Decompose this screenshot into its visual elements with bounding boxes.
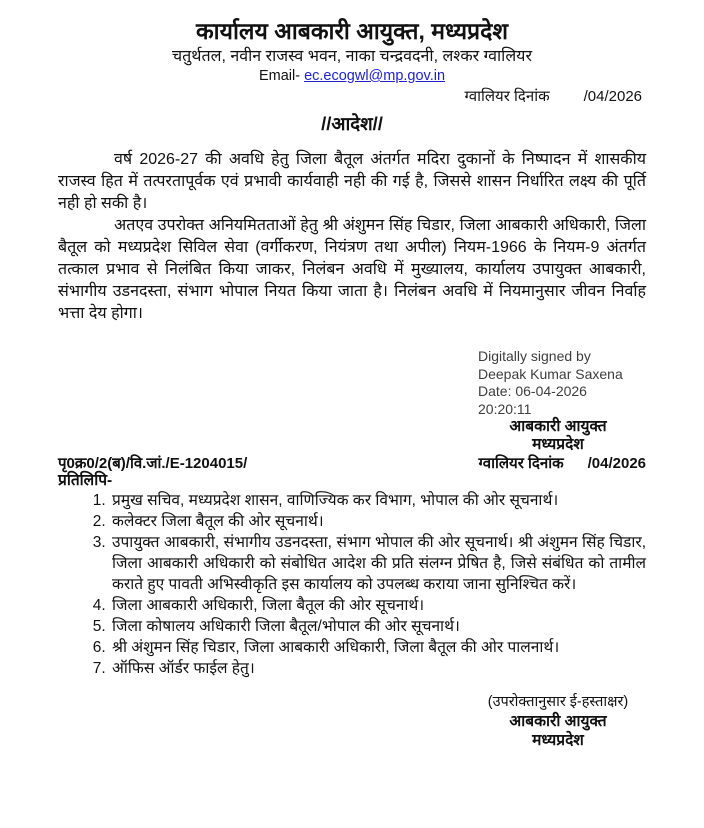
signatory-title: आबकारी आयुक्त [509,418,607,435]
digital-signature-stamp [478,348,646,418]
office-title: कार्यालय आबकारी आयुक्त, मध्यप्रदेश [195,18,508,44]
document-content [0,16,704,750]
reference-number: पृ0क्र0/2(ब)/वि.जां./E-1204015/ [58,455,248,472]
reference-date-place: ग्वालियर दिनांक [478,455,564,472]
copy-item-3: 3. उपायुक्त आबकारी, संभागीय उडनदस्ता, संभाग भोपाल की ओर सूचनार्थ। श्री अंशुमन सिंह चिडार, जिला आबकारी अधिकारी को संबोधित आदेश की प्रति संलग्न प्रेषित है, जिसे संबंधित को तामील कराते हुए पावती अभिस्वीकृति इस कार्यालय को उपलब्ध कराया जाना सुनिश्चित करें। [110,532,646,595]
copy-item-4: 4. जिला आबकारी अधिकारी, जिला बैतूल की ओर सूचनार्थ। [110,595,646,616]
issue-date-place: ग्वालियर दिनांक [464,88,550,105]
issue-dateline [58,88,646,105]
digital-signature-name: Deepak Kumar Saxena [478,365,623,382]
footer-designation-title: आबकारी आयुक्त [509,713,607,730]
signatory-state: मध्यप्रदेश [532,436,584,453]
footer-designation-state: मध्यप्रदेश [532,732,584,749]
issue-date-value: /04/2026 [583,88,642,105]
copy-item-1: 1. प्रमुख सचिव, मध्यप्रदेश शासन, वाणिज्यिक कर विभाग, भोपाल की ओर सूचनार्थ। [110,490,646,511]
copy-item-2: 2. कलेक्टर जिला बैतूल की ओर सूचनार्थ। [110,511,646,532]
order-heading: //आदेश// [321,113,383,134]
digital-signature-line: Digitally signed by [478,348,591,364]
footer-signature-block [453,693,663,750]
copy-to-label: प्रतिलिपि- [58,472,113,489]
copy-item-7: 7. ऑफिस ऑर्डर फाईल हेतु। [110,658,646,679]
order-paragraph-1: वर्ष 2026-27 की अवधि हेतु जिला बैतूल अंतर्गत मदिरा दुकानों के निष्पादन में शासकीय राजस्व हित में तत्परतापूर्वक एवं प्रभावी कार्यवाही नही की गई है, जिससे शासन निर्धारित लक्ष्य की पूर्ति नही हो सकी है। [58,151,646,212]
reference-dateline [479,455,646,472]
email-link[interactable]: ec.ecogwl@mp.gov.in [304,68,446,84]
signatory-designation [468,418,648,454]
reference-date-value: /04/2026 [587,455,646,472]
reference-row [58,455,646,472]
copy-item-5: 5. जिला कोषालय अधिकारी जिला बैतूल/भोपाल की ओर सूचनार्थ। [110,616,646,637]
order-paragraph-2: अतएव उपरोक्त अनियमितताओं हेतु श्री अंशुमन सिंह चिडार, जिला आबकारी अधिकारी, जिला बैतूल को मध्यप्रदेश सिविल सेवा (वर्गीकरण, नियंत्रण तथा अपील) नियम-1966 के नियम-9 अंतर्गत तत्काल प्रभाव से निलंबित किया जाकर, निलंबन अवधि में मुख्यालय, कार्यालय उपायुक्त आबकारी, संभागीय उडनदस्ता, संभाग भोपाल नियत किया जाता है। निलंबन अवधि में नियमानुसार जीवन निर्वाह भत्ता देय होगा। [58,217,646,322]
esign-note: (उपरोक्तानुसार ई-हस्ताक्षर) [487,694,629,710]
copy-to-list [58,490,646,679]
email-label: Email- [258,68,305,84]
email-line [58,67,646,85]
copy-item-6: 6. श्री अंशुमन सिंह चिडार, जिला आबकारी अधिकारी, जिला बैतूल की ओर पालनार्थ। [110,637,646,658]
digital-signature-time: 20:20:11 [478,400,532,417]
office-address: चतुर्थतल, नवीन राजस्व भवन, नाका चन्द्रवदनी, लश्कर ग्वालियर [172,48,532,65]
digital-signature-date: Date: 06-04-2026 [478,383,587,399]
signature-block [58,348,646,454]
